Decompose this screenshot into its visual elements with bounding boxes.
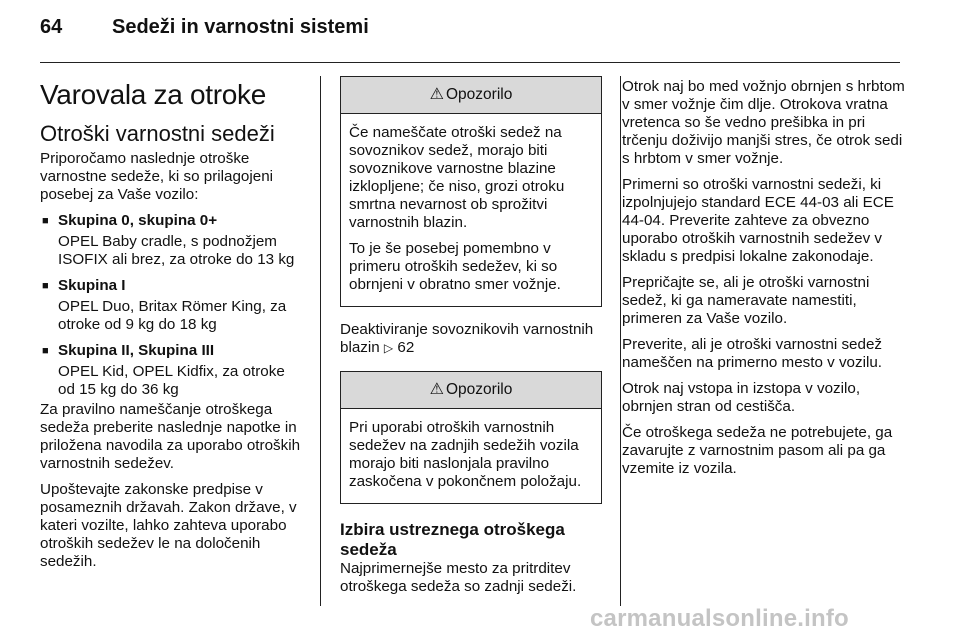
paragraph: Primerni so otroški varnostni sedeži, ki izpolnjujejo standard ECE 44-03 ali ECE 44-04. Preverite zahteve za obvezno uporabo otroških varnostnih sedežev v skladu s predpisi lokalne zakonodaje.: [622, 176, 894, 265]
group-label: ■ Skupina I: [40, 277, 302, 295]
paragraph: Otrok naj vstopa in izstopa v vozilo, obrnjen stran od cestišča.: [622, 380, 861, 415]
warning-box-1: [340, 76, 602, 307]
warning-title: Opozorilo: [446, 86, 513, 103]
warning-paragraph: To je še posebej pomembno v primeru otroških sedežev, ki so obrnjeni v obratno smer vožnje.: [349, 240, 561, 293]
paragraph: Otrok naj bo med vožnjo obrnjen s hrbtom v smer vožnje čim dlje. Otrokova vratna vretenca so še vedno prešibka in pri trčenju doživijo manjši stres, če otrok sedi s hrbtom v smer vožnje.: [622, 78, 905, 167]
paragraph: Preverite, ali je otroški varnostni sedež nameščen na primerno mesto v vozilu.: [622, 336, 882, 371]
warning-paragraph: Pri uporabi otroških varnostnih sedežev na zadnjih sedežih vozila morajo biti naslonjala pravilno zaskočena v pokončnem položaju.: [349, 419, 582, 490]
section-subheading: Otroški varnostni sedeži: [40, 121, 275, 146]
group-label: ■ Skupina II, Skupina III: [40, 342, 302, 360]
intro-paragraph: Priporočamo naslednje otroške varnostne sedeže, ki so prilagojeni posebej za Vaše vozilo:: [40, 150, 274, 203]
subsection-heading: Izbira ustreznega otroškega sedeža: [340, 520, 565, 559]
warning-title: Opozorilo: [446, 381, 513, 398]
warning-triangle-icon: ⚠: [429, 86, 444, 103]
page-section-title: Sedeži in varnostni sistemi: [112, 16, 369, 38]
group-text: OPEL Baby cradle, s podnožjem ISOFIX ali brez, za otroke do 13 kg: [58, 233, 295, 268]
page-number: 64: [40, 16, 63, 38]
header-rule: [40, 62, 900, 63]
paragraph: Prepričajte se, ali je otroški varnostni sedež, ki ga nameravate namestiti, primeren za Vaše vozilo.: [622, 274, 870, 327]
column-1: [40, 78, 302, 579]
page-ref-link[interactable]: 62: [397, 339, 415, 356]
paragraph: Če otroškega sedeža ne potrebujete, ga zavarujte z varnostnim pasom ali pa ga vzemite iz vozila.: [622, 424, 893, 477]
page-ref-arrow-icon: ▷: [383, 341, 394, 355]
column-divider-1: [320, 76, 321, 606]
installation-paragraph: Za pravilno nameščanje otroškega sedeža preberite naslednje napotke in priložena navodila za uporabo otroških varnostnih sedežev.: [40, 401, 301, 472]
seat-choice-paragraph: Najprimernejše mesto za pritrditev otroškega sedeža so zadnji sedeži.: [340, 560, 577, 595]
column-2: [340, 76, 602, 604]
warning-box-2: [340, 371, 602, 504]
watermark: carmanualsonline.info: [590, 605, 849, 632]
warning-header: [341, 77, 601, 114]
warning-body: [341, 114, 601, 306]
column-3: [622, 78, 912, 486]
group-text: OPEL Kid, OPEL Kidfix, za otroke od 15 kg do 36 kg: [58, 363, 285, 398]
page-header: [40, 16, 369, 39]
column-divider-2: [620, 76, 621, 606]
section-heading: Varovala za otroke: [40, 79, 266, 110]
group-text: OPEL Duo, Britax Römer King, za otroke od 9 kg do 18 kg: [58, 298, 287, 333]
deactivate-reference: Deaktiviranje sovoznikovih varnostnih blazin ▷ 62: [340, 321, 594, 356]
legal-paragraph: Upoštevajte zakonske predpise v posameznih državah. Zakon države, v kateri vozilte, lahko zahteva uporabo otroških sedežev le na določenih sedežih.: [40, 481, 297, 570]
warning-header: [341, 372, 601, 409]
warning-paragraph: Če nameščate otroški sedež na sovoznikov sedež, morajo biti sovoznikove varnostne blazine izklopljene; če niso, grozi otroku smrtna nevarnost ob sprožitvi varnostnih blazin.: [349, 124, 565, 231]
warning-triangle-icon: ⚠: [429, 381, 444, 398]
warning-body: [341, 409, 601, 503]
group-label: ■ Skupina 0, skupina 0+: [40, 212, 302, 230]
